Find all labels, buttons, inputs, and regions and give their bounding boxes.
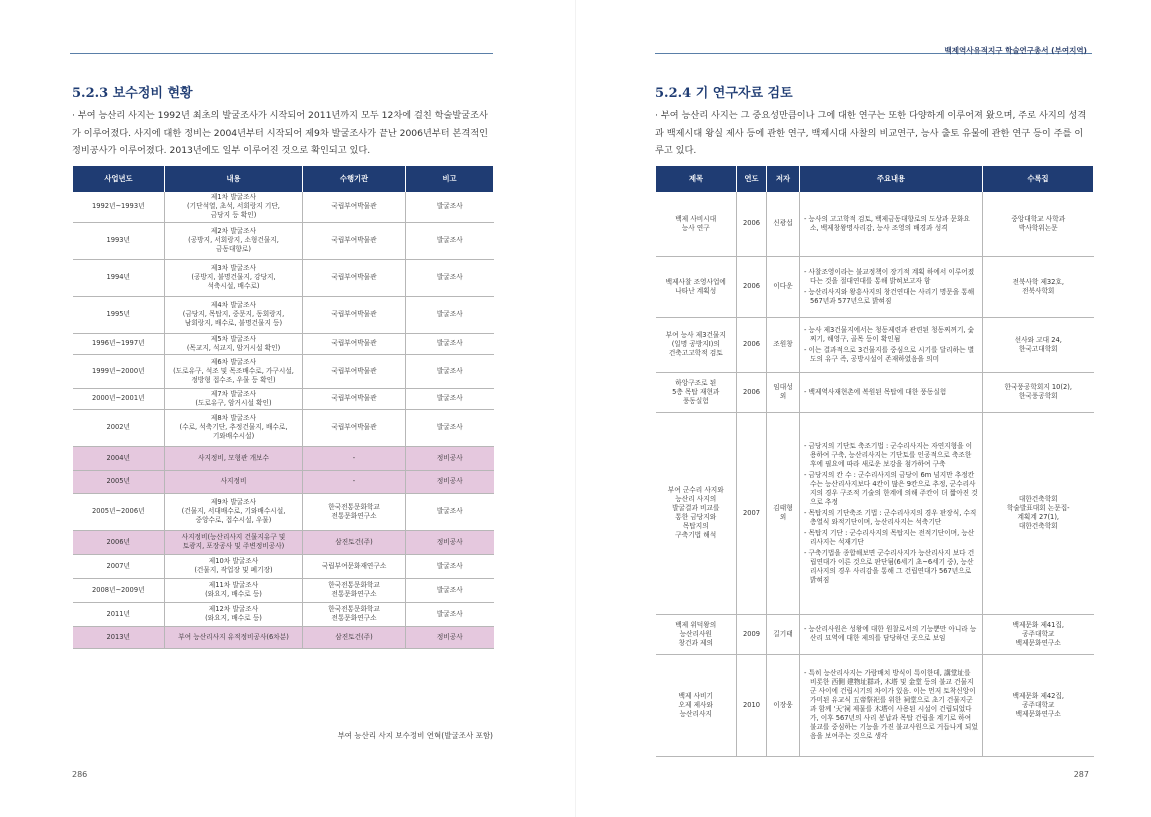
table-row bbox=[73, 470, 494, 493]
organization-cell: 국립부여박물관 bbox=[303, 296, 406, 333]
note-cell: 발굴조사 bbox=[406, 602, 494, 626]
title-cell: 백제 사비기 오제 제사와 능산리사지 bbox=[656, 654, 737, 756]
note-cell: 발굴조사 bbox=[406, 354, 494, 388]
year-cell: 1994년 bbox=[73, 259, 165, 296]
table-row bbox=[656, 192, 1094, 256]
research-review-table bbox=[655, 166, 1094, 757]
year-cell: 1993년 bbox=[73, 222, 165, 259]
summary-item: - 구축기법을 종합해보면 군수리사지가 능산리사지 보다 건립연대가 이른 것으로 판단됨(6세기 초~6세기 중), 능산리사지의 경우 사리감을 통해 그 건립연대가 567년으로 밝혀짐 bbox=[804, 548, 975, 584]
note-cell: 정비공사 bbox=[406, 530, 494, 554]
table-row bbox=[73, 578, 494, 602]
note-cell: 발굴조사 bbox=[406, 409, 494, 446]
summary-item: - 백제역사재현촌에 복원된 목탑에 대한 풍동실험 bbox=[804, 387, 947, 396]
source-cell: 대한건축학회 학술발표대회 논문집- 계획계 27(1), 대한건축학회 bbox=[983, 412, 1094, 614]
table-caption: 부여 능산리 사지 보수정비 연혁(발굴조사 포함) bbox=[337, 731, 493, 740]
page-number: 287 bbox=[1073, 770, 1089, 779]
summary-item: - 금당지의 기단토 축조기법 : 군수리사지는 자연지형을 이용하여 구축, 능산리사지는 기단토를 인공적으로 축조한 후에 필요에 따라 새로운 보강을 첨가하여 구축 bbox=[804, 441, 973, 468]
note-cell: 정비공사 bbox=[406, 626, 494, 648]
year-cell: 2006 bbox=[737, 192, 767, 256]
column-header: 주요내용 bbox=[800, 166, 983, 192]
restoration-history-table bbox=[72, 166, 494, 649]
summary-item: - 목탑지 기단 : 군수리사지의 목탑지는 전적기단이며, 능산리사지는 석재기단 bbox=[804, 528, 975, 546]
year-cell: 2006년 bbox=[73, 530, 165, 554]
table-row bbox=[73, 333, 494, 354]
year-cell: 1995년 bbox=[73, 296, 165, 333]
column-header: 수록집 bbox=[983, 166, 1094, 192]
summary-cell bbox=[800, 317, 983, 372]
summary-item: - 능사의 고고학적 검토, 백제금동대향로의 도상과 문화요소, 백제창왕명사리감, 능사 조영의 배경과 성격 bbox=[804, 214, 970, 232]
content-cell: 제1차 발굴조사 (기단석열, 초석, 서회랑지 기단, 금당지 등 확인) bbox=[165, 192, 303, 222]
content-cell: 제11차 발굴조사 (와요지, 배수로 등) bbox=[165, 578, 303, 602]
left-page bbox=[0, 0, 575, 817]
page-number: 286 bbox=[72, 770, 88, 779]
table-row bbox=[656, 614, 1094, 654]
title-cell: 백제 사비시대 능사 연구 bbox=[656, 192, 737, 256]
content-cell: 제2차 발굴조사 (공방지, 서회랑지, 소형건물지, 금동대향로) bbox=[165, 222, 303, 259]
column-header: 내용 bbox=[165, 166, 303, 192]
table-row bbox=[73, 493, 494, 530]
table-row bbox=[73, 192, 494, 222]
note-cell: 발굴조사 bbox=[406, 388, 494, 409]
table-row bbox=[73, 602, 494, 626]
column-header: 수행기관 bbox=[303, 166, 406, 192]
source-cell: 중앙대학교 사학과 박사학위논문 bbox=[983, 192, 1094, 256]
year-cell: 2006 bbox=[737, 256, 767, 317]
column-header: 제목 bbox=[656, 166, 737, 192]
source-cell: 한국풍공학회지 10(2), 한국풍공학회 bbox=[983, 372, 1094, 412]
table-row bbox=[656, 372, 1094, 412]
author-cell: 신광섭 bbox=[767, 192, 800, 256]
year-cell: 1999년~2000년 bbox=[73, 354, 165, 388]
note-cell: 정비공사 bbox=[406, 470, 494, 493]
year-cell: 2010 bbox=[737, 654, 767, 756]
content-cell: 사지정비(능산리사지 건물지유구 및 토광지, 포장공사 및 주변정비공사) bbox=[165, 530, 303, 554]
title-cell: 부여 능사 제3건물지 (일명 공방지Ⅰ)의 건축고고학적 검토 bbox=[656, 317, 737, 372]
year-cell: 2007년 bbox=[73, 554, 165, 578]
summary-item: - 이는 결과적으로 3건물지를 중심으로 시기를 달리하는 별도의 유구 즉, 공방시설이 존재하였음을 의미 bbox=[804, 345, 975, 363]
table-row bbox=[656, 412, 1094, 614]
content-cell: 사지정비, 모형관 개보수 bbox=[165, 446, 303, 470]
source-cell: 전북사학 제32호, 전북사학회 bbox=[983, 256, 1094, 317]
note-cell: 발굴조사 bbox=[406, 333, 494, 354]
content-cell: 제3차 발굴조사 (공방지, 불명건물지, 강당지, 석축시설, 배수로) bbox=[165, 259, 303, 296]
content-cell: 제7차 발굴조사 (도로유구, 암거시설 확인) bbox=[165, 388, 303, 409]
year-cell: 2000년~2001년 bbox=[73, 388, 165, 409]
table-row bbox=[656, 654, 1094, 756]
right-page bbox=[576, 0, 1151, 817]
table-row bbox=[73, 626, 494, 648]
year-cell: 2008년~2009년 bbox=[73, 578, 165, 602]
content-cell: 사지정비 bbox=[165, 470, 303, 493]
summary-cell bbox=[800, 654, 983, 756]
section-paragraph: · 부여 능산리 사지는 그 중요성만큼이나 그에 대한 연구는 또한 다양하게 이루어져 왔으며, 주로 사지의 성격과 백제시대 왕실 제사 등에 관한 연구, 백제시대 사찰의 비교연구, 능사 출토 유물에 관한 연구 등이 주를 이루고 있다. bbox=[655, 110, 1087, 156]
year-cell: 2006 bbox=[737, 372, 767, 412]
author-cell: 이장웅 bbox=[767, 654, 800, 756]
table-row bbox=[73, 222, 494, 259]
organization-cell: 국립부여박물관 bbox=[303, 192, 406, 222]
column-header: 사업년도 bbox=[73, 166, 165, 192]
summary-item: - 능산리사원은 성왕에 대한 원찰로서의 기능뿐만 아니라 능산리 묘역에 대한 제의를 담당하던 곳으로 보임 bbox=[804, 625, 977, 642]
year-cell: 2004년 bbox=[73, 446, 165, 470]
author-cell: 길기태 bbox=[767, 614, 800, 654]
table-row bbox=[73, 530, 494, 554]
table-row bbox=[73, 296, 494, 333]
summary-cell bbox=[800, 256, 983, 317]
source-cell: 백제문화 제42집, 공주대학교 백제문화연구소 bbox=[983, 654, 1094, 756]
year-cell: 2007 bbox=[737, 412, 767, 614]
title-cell: 부여 군수리 사지와 능산리 사지의 발굴결과 비교를 통한 금당지와 목탑지의 구축기법 해석 bbox=[656, 412, 737, 614]
table-row bbox=[73, 354, 494, 388]
note-cell: 발굴조사 bbox=[406, 222, 494, 259]
organization-cell: 삼진토건(주) bbox=[303, 626, 406, 648]
summary-item: - 특히 능산리사지는 가람배치 방식이 특이한데, 講堂址를 비롯한 西側 建物址群과, 木塔 및 金堂 등의 불교 건물지군 사이에 건립시기의 차이가 있음. 이는 먼저 토착신앙이 가미된 유교식 五帝祭祀를 위한 祠堂으로 초기 건물지군과 함께 '天'祠 제물를 木塔이 사용된 시설이 건립되었다가, 이후 567년의 사리 봉납과 목탑 건립을 계기로 하여 불교를 중심하는 기능을 가진 불교사원으로 거듭나게 되었음을 보여주는 것으로 생각 bbox=[804, 669, 978, 740]
author-cell: 김태형 외 bbox=[767, 412, 800, 614]
organization-cell: 한국전통문화학교 전통문화연구소 bbox=[303, 578, 406, 602]
table-row bbox=[73, 259, 494, 296]
header-rule bbox=[70, 53, 493, 54]
content-cell: 제9차 발굴조사 (건물지, 서대배수로, 기와배수시설, 중앙수로, 접수시설, 우물) bbox=[165, 493, 303, 530]
content-cell: 부여 능산리사지 유적정비공사(6차분) bbox=[165, 626, 303, 648]
source-cell: 백제문화 제41집, 공주대학교 백제문화연구소 bbox=[983, 614, 1094, 654]
organization-cell: 국립부여박물관 bbox=[303, 259, 406, 296]
organization-cell: 국립부여문화재연구소 bbox=[303, 554, 406, 578]
content-cell: 제8차 발굴조사 (수로, 석축기단, 추정건물지, 배수로, 기와배수시설) bbox=[165, 409, 303, 446]
source-cell: 선사와 고대 24, 한국고대학회 bbox=[983, 317, 1094, 372]
year-cell: 2005년~2006년 bbox=[73, 493, 165, 530]
section-title: 5.2.3 보수정비 현황 bbox=[72, 86, 193, 101]
content-cell: 제6차 발굴조사 (도로유구, 석조 및 목조배수로, 가구시설, 정방형 접수조, 우물 등 확인) bbox=[165, 354, 303, 388]
organization-cell: 국립부여박물관 bbox=[303, 333, 406, 354]
organization-cell: - bbox=[303, 446, 406, 470]
note-cell: 발굴조사 bbox=[406, 259, 494, 296]
note-cell: 발굴조사 bbox=[406, 296, 494, 333]
table-row bbox=[656, 317, 1094, 372]
note-cell: 발굴조사 bbox=[406, 554, 494, 578]
column-header: 연도 bbox=[737, 166, 767, 192]
content-cell: 제12차 발굴조사 (와요지, 배수로 등) bbox=[165, 602, 303, 626]
note-cell: 발굴조사 bbox=[406, 493, 494, 530]
year-cell: 2006 bbox=[737, 317, 767, 372]
note-cell: 발굴조사 bbox=[406, 192, 494, 222]
year-cell: 2011년 bbox=[73, 602, 165, 626]
summary-cell bbox=[800, 412, 983, 614]
column-header: 저자 bbox=[767, 166, 800, 192]
summary-cell bbox=[800, 372, 983, 412]
organization-cell: 국립부여박물관 bbox=[303, 354, 406, 388]
column-header: 비고 bbox=[406, 166, 494, 192]
note-cell: 발굴조사 bbox=[406, 578, 494, 602]
running-header: 백제역사유적지구 학술연구총서 (부여지역) bbox=[944, 46, 1087, 55]
author-cell: 조원창 bbox=[767, 317, 800, 372]
table-row bbox=[73, 446, 494, 470]
content-cell: 제4차 발굴조사 (금당지, 목탑지, 중문지, 동회랑지, 남회랑지, 배수로, 불명건물지 등) bbox=[165, 296, 303, 333]
year-cell: 2009 bbox=[737, 614, 767, 654]
title-cell: 백제사찰 조영사업에 나타난 계획성 bbox=[656, 256, 737, 317]
title-cell: 하앙구조로 된 5층 목탑 재현과 풍동실험 bbox=[656, 372, 737, 412]
summary-item: - 능산리사지와 왕흥사지의 창건연대는 사리기 명문을 통해 567년과 577년으로 밝혀짐 bbox=[804, 287, 975, 305]
title-cell: 백제 위덕왕의 능산리사원 창건과 제의 bbox=[656, 614, 737, 654]
author-cell: 이다운 bbox=[767, 256, 800, 317]
organization-cell: 국립부여박물관 bbox=[303, 222, 406, 259]
organization-cell: 한국전통문화학교 전통문화연구소 bbox=[303, 493, 406, 530]
table-row bbox=[73, 388, 494, 409]
organization-cell: 국립부여박물관 bbox=[303, 409, 406, 446]
note-cell: 정비공사 bbox=[406, 446, 494, 470]
content-cell: 제10차 발굴조사 (건물지, 작업장 및 폐기장) bbox=[165, 554, 303, 578]
organization-cell: 삼진토건(주) bbox=[303, 530, 406, 554]
author-cell: 임대성 외 bbox=[767, 372, 800, 412]
summary-item: - 능사 제3건물지에서는 청동제련과 관련된 청동찌꺼기, 숯찌기, 해영구, 골목 등이 확인됨 bbox=[804, 325, 975, 343]
organization-cell: - bbox=[303, 470, 406, 493]
summary-cell bbox=[800, 192, 983, 256]
summary-item: - 금당지의 칸 수 : 군수리사지의 금당이 6m 넘지만 추정칸수는 능산리사지보다 4칸이 많은 9칸으로 추정, 군수리사지의 경우 구조적 기술의 한계에 의해 주칸이 더 짧아진 것으로 추정 bbox=[804, 470, 978, 506]
organization-cell: 한국전통문화학교 전통문화연구소 bbox=[303, 602, 406, 626]
table-row bbox=[73, 409, 494, 446]
year-cell: 2013년 bbox=[73, 626, 165, 648]
table-row bbox=[73, 554, 494, 578]
summary-cell bbox=[800, 614, 983, 654]
year-cell: 1992년~1993년 bbox=[73, 192, 165, 222]
section-paragraph: · 부여 능산리 사지는 1992년 최초의 발굴조사가 시작되어 2011년까지 모두 12차에 걸친 학술발굴조사가 이루어졌다. 사지에 대한 정비는 2004년부터 시작되어 제9차 발굴조사가 끝난 2006년부터 본격적인 정비공사가 이루어졌다. 2013년에도 일부 이루어진 것으로 확인되고 있다. bbox=[72, 110, 489, 156]
year-cell: 1996년~1997년 bbox=[73, 333, 165, 354]
summary-item: - 목탑지의 기단축조 기법 : 군수리사지의 경우 판장식, 수직층열식 와적기단이며, 능산리사지는 석축기단 bbox=[804, 508, 977, 526]
section-title: 5.2.4 기 연구자료 검토 bbox=[655, 86, 793, 101]
year-cell: 2002년 bbox=[73, 409, 165, 446]
summary-item: - 사찰조영이라는 불교정책이 장기적 계획 하에서 이루어졌다는 것을 절대연대를 통해 밝혀보고자 함 bbox=[804, 267, 975, 285]
year-cell: 2005년 bbox=[73, 470, 165, 493]
table-row bbox=[656, 256, 1094, 317]
organization-cell: 국립부여박물관 bbox=[303, 388, 406, 409]
content-cell: 제5차 발굴조사 (목교지, 석교지, 암거시설 확인) bbox=[165, 333, 303, 354]
